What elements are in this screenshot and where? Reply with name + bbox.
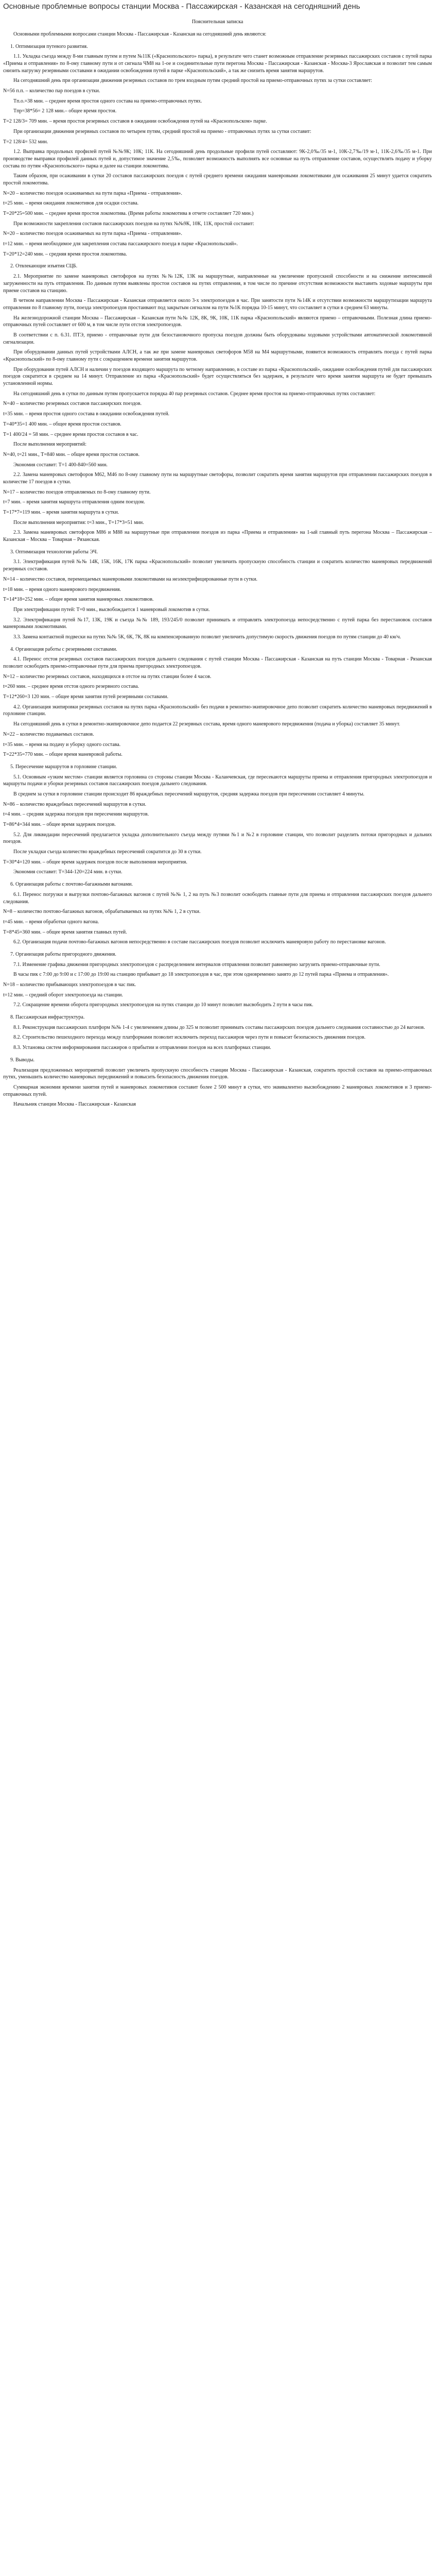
body-paragraph: Tп.о.=38 мин. – среднее время простоя одного состава на приемо-отправочных путях. bbox=[13, 98, 202, 104]
body-paragraph: 8.2. Строительство пешеходного перехода между платформами позволит исключить переход пассажиров через пути и повысит безопасность движения поездов. bbox=[13, 1035, 365, 1041]
body-paragraph: 8.3. Установка систем информирования пассажиров о прибытии и отправлении поездов на всех платформах станции. bbox=[13, 1045, 271, 1051]
formula-line: N=12 – количество резервных составов, находящихся в отстое на путях станции более 4 часов. bbox=[3, 673, 212, 680]
body-paragraph: При организации движения резервных составов по четырем путям, средний простой на приемо - отправочных путях за сутки составит: bbox=[13, 128, 311, 134]
formula-line: Т=12*260=3 120 мин. – общее время занятия путей резервными составами. bbox=[3, 694, 169, 700]
formula-line: t=7 мин. – время занятия маршрута отправления одним поездом. bbox=[3, 499, 145, 505]
formula-line: Т=2 128/3= 709 мин. – время простоя резервных составов в ожидании освобождения путей на «Краснопольском» парке. bbox=[3, 118, 267, 125]
body-paragraph: При электрификации путей: Т=0 мин., высвобождается 1 маневровый локомотив в сутки. bbox=[13, 606, 210, 613]
body-paragraph: 2.2. Замена маневровых светофоров М62, М46 по 8-ому главному пути на маршрутные светофоры, позволит сократить время занятия маршрутов при отправлении пассажирских поездов в количестве 17 поездов в сутки. bbox=[3, 472, 432, 485]
formula-line: Т=22*35=770 мин. – общее время маневровой работы. bbox=[3, 752, 123, 758]
body-paragraph: На сегодняшний день в сутки по данным путям пропускается порядка 40 пар резервных составов. Среднее время простоя на приемо-отправочных путях составляет: bbox=[13, 391, 376, 397]
section-heading: 6. Организация работы с почтово-багажными вагонами. bbox=[10, 882, 133, 888]
formula-line: Т=86*4=344 мин. – общее время задержек поездов. bbox=[3, 822, 116, 828]
document-page bbox=[0, 2, 436, 1108]
body-paragraph: 3.3. Замена контактной подвески на путях №№ 5К, 6К, 7К, 8К на компенсированную позволит увеличить допустимую скорость движения поездов по путям станции до 40 км/ч. bbox=[13, 634, 401, 640]
section-heading: 1. Оптимизация путевого развития. bbox=[10, 43, 88, 49]
section-heading: 3. Оптимизация технологии работы ЭЧ. bbox=[10, 549, 98, 555]
formula-line: t=260 мин. – среднее время отстоя одного резервного состава. bbox=[3, 684, 139, 690]
formula-line: t=18 мин. – время одного маневрового передвижения. bbox=[3, 586, 121, 592]
body-paragraph: 3.1. Электрификация путей №№ 14К, 15К, 16К, 17К парка «Краснопольский» позволит увеличить пропускную способность станции и сократить количество маневровых передвижений резервных составов. bbox=[3, 559, 432, 572]
body-paragraph: 6.1. Перенос погрузки и выгрузки почтово-багажных вагонов с путей №№ 1, 2 на путь №3 позволит освободить главные пути для приема и отправления пассажирских поездов дальнего следования. bbox=[3, 891, 432, 905]
formula-line: N=56 п.п. – количество пар поездов в сутки. bbox=[3, 88, 100, 94]
body-paragraph: На сегодняшний день при организации движения резервных составов по трем входным путям средний простой на приемо-отправочных путях за сутки составляет: bbox=[13, 78, 372, 84]
formula-line: Т=30*4=120 мин. – общее время задержек поездов после выполнения мероприятия. bbox=[3, 859, 187, 865]
body-paragraph: Экономия составит: Т=344-120=224 мин. в сутки. bbox=[13, 869, 123, 875]
body-paragraph: 5.2. Для ликвидации пересечений предлагается укладка дополнительного съезда между путями №1 и №2 в горловине станции, что позволит разделить потоки пригородных и дальних поездов. bbox=[3, 832, 432, 845]
formula-line: N=20 – количество поездов осаживаемых на пути парка «Приема - отправления». bbox=[3, 231, 182, 237]
body-paragraph: На сегодняшний день в сутки в ремонтно-экипировочное депо подается 22 резервных состава, время одного маневрового передвижения (подача и уборка) составляет 35 минут. bbox=[13, 721, 400, 727]
formula-line: N=8 – количество почтово-багажных вагонов, обрабатываемых на путях №№ 1, 2 в сутки. bbox=[3, 909, 201, 915]
body-paragraph: Основными проблемными вопросами станции Москва - Пассажирская - Казанская на сегодняшний день являются: bbox=[13, 31, 267, 37]
body-paragraph: Экономия составит: Т=1 400-840=560 мин. bbox=[13, 462, 108, 468]
formula-line: N=17 – количество поездов отправляемых по 8-ому главному пути. bbox=[3, 489, 151, 495]
body-paragraph: После выполнения мероприятий: bbox=[13, 442, 87, 448]
body-paragraph: 4.2. Организация экипировки резервных составов на путях парка «Краснопольский» без подачи в ремонтно-экипировочное депо позволит сократить количество маневровых передвижений в горловине станции. bbox=[3, 704, 432, 717]
body-paragraph: В часы пик с 7:00 до 9:00 и с 17:00 до 19:00 на станцию прибывает до 18 электропоездов в час, при этом одновременно занято до 12 путей парка «Приема и отправления». bbox=[13, 972, 389, 978]
body-paragraph: 6.2. Организация подачи почтово-багажных вагонов непосредственно в составе пассажирских поездов позволит исключить маневровую работу по перестановке вагонов. bbox=[13, 939, 386, 945]
formula-line: N=86 – количество враждебных пересечений маршрутов в сутки. bbox=[3, 801, 146, 807]
body-paragraph: 2.1. Мероприятие по замене маневровых светофоров на путях №№12К, 13К на маршрутные, направленные на увеличение пропускной способности и на снижение интенсивной загруженности на путь отправления. По данным путям выявлены простои составов на путях отправления, в том числе по причине отсутствия возможности выставить ходовые маршруты при приеме составов на станцию. bbox=[3, 274, 432, 294]
body-paragraph: Tпр=38*56= 2 128 мин.– общее время простоя. bbox=[13, 108, 117, 114]
body-paragraph: Начальник станции Москва - Пассажирская - Казанская bbox=[13, 1101, 136, 1108]
body-paragraph: 1.1. Укладка съезда между 8-ми главным путем и путем №11К («Краснопольского» парка), в результате чего станет возможным отправление резервных пассажирских составов с путей парка «Приема и отправления» по 8-ому главному пути и от сигнала ЧМ8 на 1-ое и соединительные пути перегона Москва - Пассажирская - Казанская - Москва-3 Ярославская и позволит тем самым снизить нагрузку резервными составами в ожидании освобождения путей в парке «Краснопольский», а так же снизить время занятия маршрутов. bbox=[3, 54, 432, 74]
body-paragraph: 4.1. Перенос отстоя резервных составов пассажирских поездов дальнего следования с путей станции Москва - Пассажирская - Казанская на путь станции Москва - Товарная - Рязанская позволит освободить приемо-отправочные пути для приема пригородных электропоездов. bbox=[3, 656, 432, 670]
formula-line: Т=8*45=360 мин. – общее время занятия главных путей. bbox=[3, 929, 127, 935]
body-paragraph: При оборудовании данных путей устройствами АЛСН, а так же при замене маневровых светофоров М58 на М4 маршрутными, появится возможность отправлять поезда с путей парка «Краснопольский» по 8-ому главному пути с сокращением времени занятия маршрутов. bbox=[3, 349, 432, 363]
section-heading: 2. Отвлекающие изъятия СЦБ. bbox=[10, 263, 78, 269]
body-paragraph: 5.1. Основным «узким местом» станции является горловина со стороны станции Москва - Каланчевская, где пересекаются маршруты приема и отправления пригородных электропоездов и маршруты подачи и уборки резервных составов пассажирских поездов дальнего следования. bbox=[3, 774, 432, 787]
body-paragraph: 1.2. Выправка продольных профилей путей №№9К; 10К; 11К. На сегодняшний день продольные профили путей составляют: 9К-2,0‰/35 м-1, 10К-2,7‰/19 м-1, 11К-2,6‰/35 м-1. При производстве выправки профилей данных путей и, допустимое значение 2,5‰, позволяет возможность выполнять все основные на путь отправление составов, осуществлять подачу и уборку состава по путям «Краснопольского» парка и далее на станции локомотива. bbox=[3, 149, 432, 169]
document-title: Основные проблемные вопросы станции Москва - Пассажирская - Казанская на сегодняшний день bbox=[3, 2, 360, 11]
body-paragraph: Таким образом, при осаживании в сутки 20 составов пассажирских поездов с путей среднего времени ожидания маневровыми локомотивами для осаживания 25 минут удается сократить простой локомотива. bbox=[3, 173, 432, 186]
body-paragraph: После выполнения мероприятия: t=3 мин., Т=17*3=51 мин. bbox=[13, 519, 144, 526]
formula-line: N=40, t=21 мин., Т=840 мин. – общее время простоя составов. bbox=[3, 451, 139, 457]
formula-line: t=25 мин. – время ожидания локомотивов для осадки состава. bbox=[3, 200, 139, 207]
formula-line: N=14 – количество составов, перемещаемых маневровыми локомотивами на неэлектрифицированные пути в сутки. bbox=[3, 576, 258, 582]
section-heading: 5. Пересечение маршрутов в горловине станции. bbox=[10, 764, 117, 770]
formula-line: t=12 мин. – средний оборот электропоезда на станции. bbox=[3, 992, 123, 998]
formula-line: Т=40*35=1 400 мин. – общее время простоя составов. bbox=[3, 421, 121, 427]
formula-line: Т=14*18=252 мин. – общее время занятия маневровых локомотивов. bbox=[3, 597, 154, 603]
body-paragraph: На железнодорожной станции Москва – Пассажирская – Казанская пути №№ 12К, 8К, 9К, 10К, 11К парка «Краснопольский» являются приемо – отправочными. Полезная длина приемо-отправочных путей составляет от 600 м, в том числе пути отстоя электропоездов. bbox=[3, 315, 432, 328]
section-heading: 4. Организация работы с резервными составами. bbox=[10, 646, 117, 652]
formula-line: Т=20*12=240 мин. – средняя время простоя локомотива. bbox=[3, 251, 127, 257]
formula-line: t=45 мин. – время обработки одного вагона. bbox=[3, 919, 99, 925]
section-heading: 8. Пассажирская инфраструктура. bbox=[10, 1014, 85, 1021]
note-heading: Пояснительная записка bbox=[191, 19, 243, 25]
body-paragraph: При оборудовании путей АЛСН и наличии у поездов входящего маршрута по четному направлению, в составе из парка «Краснопольский», ожидание освобождения путей для пассажирских поездов сократится в среднем на 14 минут. Отправление из парка «Краснопольский» будет осуществляться без задержек, в результате чего время занятия маршрута не будет превышать установленной нормы. bbox=[3, 366, 432, 387]
body-paragraph: В среднем за сутки в горловине станции происходит 86 враждебных пересечений маршрутов, средняя задержка поездов при пересечении составляет 4 минуты. bbox=[13, 791, 364, 797]
formula-line: t=12 мин. – время необходимое для закрепления состава пассажирского поезда в парке «Краснопольский». bbox=[3, 241, 238, 247]
body-paragraph: 7.2. Сокращение времени оборота пригородных электропоездов на путях станции до 10 минут позволит высвободить 2 пути в часы пик. bbox=[13, 1002, 313, 1008]
formula-line: Т=20*25=500 мин. – среднее время простоя локомотива. (Время работы локомотива в отчете составляет 720 мин.) bbox=[3, 211, 254, 217]
document-body bbox=[3, 31, 432, 1108]
formula-line: t=4 мин. – средняя задержка поездов при пересечении маршрутов. bbox=[3, 811, 149, 818]
body-paragraph: 7.1. Изменение графика движения пригородных электропоездов с распределением интервалов отправления позволит равномерно загрузить приемо-отправочные пути. bbox=[13, 961, 380, 968]
formula-line: Т=17*7=119 мин. – время занятия маршрута в сутки. bbox=[3, 510, 119, 516]
body-paragraph: 8.1. Реконструкция пассажирских платформ №№ 1-4 с увеличением длины до 325 м позволит принимать составы пассажирских поездов дальнего следования составностью до 24 вагонов. bbox=[13, 1024, 425, 1030]
body-paragraph: В четном направлении Москва - Пассажирская - Казанская отправляется около 3-х электропоездов в час. При занятости пути №14К и отсутствии возможности маршрутизации маршрута отправления по 8 главному пути, поезда электропоездов простаивают под закрытым сигналом на пути №1К порядка 10-15 минут, что составляет в сутки в среднем 63 минуты. bbox=[3, 298, 432, 311]
formula-line: N=18 – количество прибывающих электропоездов в час пик. bbox=[3, 982, 136, 988]
formula-line: t=35 мин. – время простоя одного состава в ожидании освобождения путей. bbox=[3, 411, 170, 417]
body-paragraph: После укладки съезда количество враждебных пересечений сократится до 30 в сутки. bbox=[13, 849, 202, 855]
body-paragraph: При возможности закрепления составов пассажирских поездов на путях №№9К, 10К, 11К, простой составит: bbox=[13, 221, 254, 227]
formula-line: N=20 – количество поездов осаживаемых на пути парка «Приема - отправления». bbox=[3, 190, 182, 196]
body-paragraph: 2.3. Замена маневровых светофоров М86 и М88 на маршрутные при отправлении поездов из парка «Приема и отправления» на 1-ый главный путь перегона Москва – Пассажирская – Казанская – Москва – Товарная – Рязанская. bbox=[3, 530, 432, 543]
formula-line: Т=2 128/4= 532 мин. bbox=[3, 139, 48, 145]
section-heading: 7. Организация работы пригородного движения. bbox=[10, 951, 116, 957]
formula-line: N=40 – количество резервных составов пассажирских поездов. bbox=[3, 401, 142, 407]
body-paragraph: В соответствии с п. 6.31. ПТЭ, приемо - отправочные пути для безостановочного пропуска поездов должны быть оборудованы ходовыми устройствами автоматической локомотивной сигнализации. bbox=[3, 332, 432, 345]
body-paragraph: Суммарная экономия времени занятия путей и маневровых локомотивов составит более 2 500 минут в сутки, что эквивалентно высвобождению 2 маневровых локомотивов и 3 приемо-отправочных путей. bbox=[3, 1084, 432, 1097]
formula-line: N=22 – количество подаваемых составов. bbox=[3, 731, 94, 737]
body-paragraph: 3.2. Электрификация путей №17, 13К, 19К и съезда №№ 189, 193/245/0 позволит принимать и отправлять электропоезда непосредственно с путей парка без перестановок составов маневровыми локомотивами. bbox=[3, 617, 432, 630]
formula-line: t=35 мин. – время на подачу и уборку одного состава. bbox=[3, 741, 121, 748]
body-paragraph: Реализация предложенных мероприятий позволит увеличить пропускную способность станции Москва - Пассажирская - Казанская, сократить простой составов на приемо-отправочных путях, уменьшить количество маневровых передвижений и повысить безопасность движения поездов. bbox=[3, 1067, 432, 1080]
formula-line: Т=1 400/24 = 58 мин. – среднее время простоя составов в час. bbox=[3, 431, 138, 437]
section-heading: 9. Выводы. bbox=[10, 1057, 35, 1063]
